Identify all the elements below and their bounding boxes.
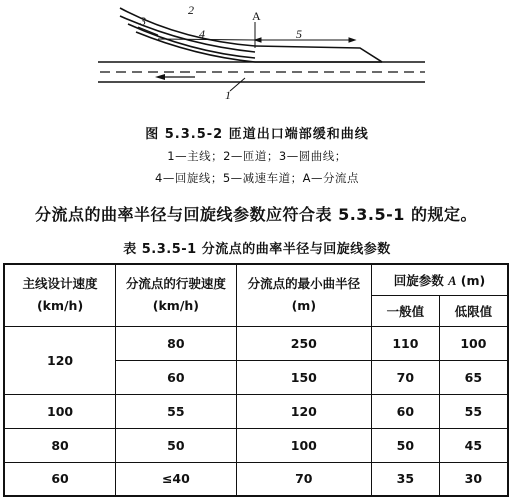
header-limit-value: 低限值 [439,295,508,326]
ramp-exit-diagram [0,0,514,118]
cell-min-radius: 70 [236,462,371,496]
header-spiral-param: 回旋参数 A (m) [371,264,508,295]
cell-travel-speed: 50 [116,428,237,462]
header-general-value: 一般值 [371,295,439,326]
table-row [4,462,508,496]
cell-travel-speed: 60 [116,360,237,394]
table-caption: 表 5.3.5-1 分流点的曲率半径与回旋线参数 [123,242,391,257]
label-diverge-point: A [252,9,261,23]
figure-legend-line-1: 1—主线；2—匝道；3—圆曲线； [167,149,347,163]
cell-limit: 55 [439,394,508,428]
label-circular-curve: 3 [140,14,146,28]
cell-design-speed: 120 [4,326,116,394]
table-row [4,394,508,428]
cell-min-radius: 150 [236,360,371,394]
header-travel-speed: 分流点的行驶速度 (km/h) [116,264,237,326]
cell-general: 110 [371,326,439,360]
body-paragraph: 分流点的曲率半径与回旋线参数应符合表 5.3.5-1 的规定。 [35,205,477,224]
cell-min-radius: 250 [236,326,371,360]
cell-general: 50 [371,428,439,462]
cell-travel-speed: 55 [116,394,237,428]
cell-min-radius: 120 [236,394,371,428]
cell-design-speed: 100 [4,394,116,428]
cell-design-speed: 80 [4,428,116,462]
table-row [4,428,508,462]
spec-table [3,263,509,497]
cell-design-speed: 60 [4,462,116,496]
header-design-speed: 主线设计速度 (km/h) [4,264,116,326]
label-mainline: 1 [225,88,231,102]
table-row [4,326,508,360]
cell-limit: 100 [439,326,508,360]
cell-general: 60 [371,394,439,428]
label-spiral: 4 [199,27,205,41]
cell-general: 70 [371,360,439,394]
cell-limit: 65 [439,360,508,394]
label-decel-lane: 5 [296,27,302,41]
cell-limit: 45 [439,428,508,462]
cell-travel-speed: 80 [116,326,237,360]
table-header-row [4,264,508,295]
cell-general: 35 [371,462,439,496]
figure-legend-line-2: 4—回旋线；5—减速车道；A—分流点 [155,171,359,185]
cell-limit: 30 [439,462,508,496]
label-ramp: 2 [188,3,194,17]
cell-travel-speed: ≤40 [116,462,237,496]
cell-min-radius: 100 [236,428,371,462]
header-min-radius: 分流点的最小曲半径 (m) [236,264,371,326]
figure-title: 图 5.3.5-2 匝道出口端部缓和曲线 [145,127,369,142]
